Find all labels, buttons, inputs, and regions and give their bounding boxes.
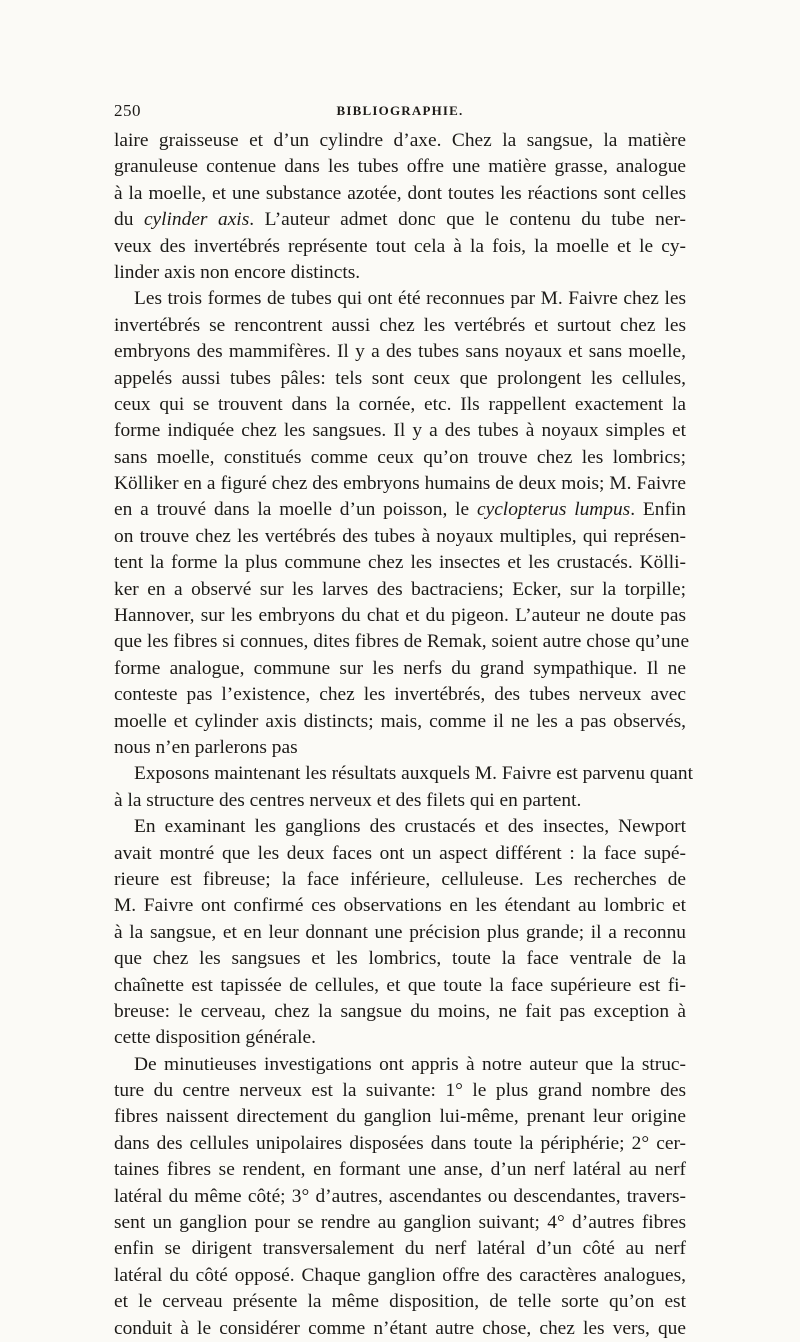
text-line: enfin se dirigent transversalement du nerf latéral d’un côté au nerf bbox=[114, 1238, 686, 1260]
text-line: invertébrés se rencontrent aussi chez les vertébrés et surtout chez les bbox=[114, 314, 686, 336]
running-head bbox=[114, 99, 686, 123]
text-line: sent un ganglion pour se rendre au ganglion suivant; 4° d’autres fibres bbox=[114, 1212, 686, 1234]
text-line: à la sangsue, et en leur donnant une précision plus grande; il a reconnu bbox=[114, 921, 686, 943]
text-line: ture du centre nerveux est la suivante: 1° le plus grand nombre des bbox=[114, 1080, 686, 1102]
text-line: forme analogue, commune sur les nerfs du grand sympathique. Il ne bbox=[114, 657, 686, 679]
text-line: à la moelle, et une substance azotée, dont toutes les réactions sont celles bbox=[114, 182, 686, 204]
text-line: granuleuse contenue dans les tubes offre une matière grasse, analogue bbox=[114, 156, 686, 178]
text-line: cette disposition générale. bbox=[114, 1027, 316, 1049]
text-line: taines fibres se rendent, en formant une anse, d’un nerf latéral au nerf bbox=[114, 1159, 686, 1181]
italic-term: cyclopterus lumpus bbox=[476, 499, 631, 521]
text-line: linder axis non encore distincts. bbox=[114, 261, 361, 283]
text-line: que les fibres si connues, dites fibres de Remak, soient autre chose qu’une bbox=[114, 631, 690, 653]
text-line: tent la forme la plus commune chez les insectes et les crustacés. Kölli- bbox=[114, 552, 686, 574]
text-line: en a trouvé dans la moelle d’un poisson, le cyclopterus lumpus. Enfin bbox=[114, 499, 687, 521]
text-line: nous n’en parlerons pas bbox=[114, 736, 298, 758]
text-line: latéral du côté opposé. Chaque ganglion offre des caractères analogues, bbox=[114, 1264, 686, 1286]
text-line: embryons des mammifères. Il y a des tubes sans noyaux et sans moelle, bbox=[114, 341, 686, 363]
text-line: breuse: le cerveau, chez la sangsue du moins, ne fait pas exception à bbox=[114, 1000, 686, 1022]
text-line: M. Faivre ont confirmé ces observations en les étendant au lombric et bbox=[114, 895, 686, 917]
text-line: appelés aussi tubes pâles: tels sont ceux que prolongent les cellules, bbox=[114, 367, 686, 389]
text-line: En examinant les ganglions des crustacés et des insectes, Newport bbox=[134, 816, 686, 838]
text-line: Exposons maintenant les résultats auxquels M. Faivre est parvenu quant bbox=[134, 763, 693, 785]
page-number: 250 bbox=[114, 101, 141, 120]
text-line: veux des invertébrés représente tout cela à la fois, la moelle et le cy- bbox=[114, 235, 686, 257]
text-line: latéral du même côté; 3° d’autres, ascendantes ou descendantes, travers- bbox=[114, 1185, 686, 1207]
text-line: Les trois formes de tubes qui ont été reconnues par M. Faivre chez les bbox=[134, 288, 686, 310]
body-text bbox=[114, 128, 693, 1342]
text-line: rieure est fibreuse; la face inférieure, celluleuse. Les recherches de bbox=[114, 868, 686, 890]
text-line: Hannover, sur les embryons du chat et du pigeon. L’auteur ne doute pas bbox=[114, 605, 686, 627]
text-line: conteste pas l’existence, chez les invertébrés, des tubes nerveux avec bbox=[114, 684, 686, 706]
text-line: sans moelle, constitués comme ceux qu’on trouve chez les lombrics; bbox=[114, 446, 686, 468]
running-title: BIBLIOGRAPHIE. bbox=[336, 103, 464, 118]
text-line: moelle et cylinder axis distincts; mais, comme il ne les a pas observés, bbox=[114, 710, 686, 732]
text-line: fibres naissent directement du ganglion lui-même, prenant leur origine bbox=[114, 1106, 686, 1128]
text-line: conduit à le considérer comme n’étant autre chose, chez les vers, que bbox=[114, 1317, 686, 1339]
text-line: on trouve chez les vertébrés des tubes à noyaux multiples, qui représen- bbox=[114, 525, 686, 547]
text-line: laire graisseuse et d’un cylindre d’axe. Chez la sangsue, la matière bbox=[114, 130, 686, 151]
text-line: et le cerveau présente la même disposition, de telle sorte qu’on est bbox=[114, 1291, 686, 1313]
text-line: chaînette est tapissée de cellules, et que toute la face supérieure est fi- bbox=[114, 974, 686, 996]
text-line: du cylinder axis. L’auteur admet donc que le contenu du tube ner- bbox=[114, 209, 686, 231]
text-line: De minutieuses investigations ont appris à notre auteur que la struc- bbox=[134, 1053, 686, 1075]
text-line: que chez les sangsues et les lombrics, toute la face ventrale de la bbox=[114, 948, 686, 970]
text-line: Kölliker en a figuré chez des embryons humains de deux mois; M. Faivre bbox=[114, 473, 686, 495]
text-line: avait montré que les deux faces ont un aspect différent : la face supé- bbox=[114, 842, 686, 864]
text-line: dans des cellules unipolaires disposées dans toute la périphérie; 2° cer- bbox=[114, 1132, 686, 1154]
text-line: forme indiquée chez les sangsues. Il y a des tubes à noyaux simples et bbox=[114, 420, 686, 442]
text-line: ker en a observé sur les larves des bactraciens; Ecker, sur la torpille; bbox=[114, 578, 686, 600]
text-line: à la structure des centres nerveux et des filets qui en partent. bbox=[114, 789, 582, 811]
text-line: ceux qui se trouvent dans la cornée, etc. Ils rappellent exactement la bbox=[114, 393, 686, 415]
italic-term: cylinder axis bbox=[143, 209, 250, 231]
